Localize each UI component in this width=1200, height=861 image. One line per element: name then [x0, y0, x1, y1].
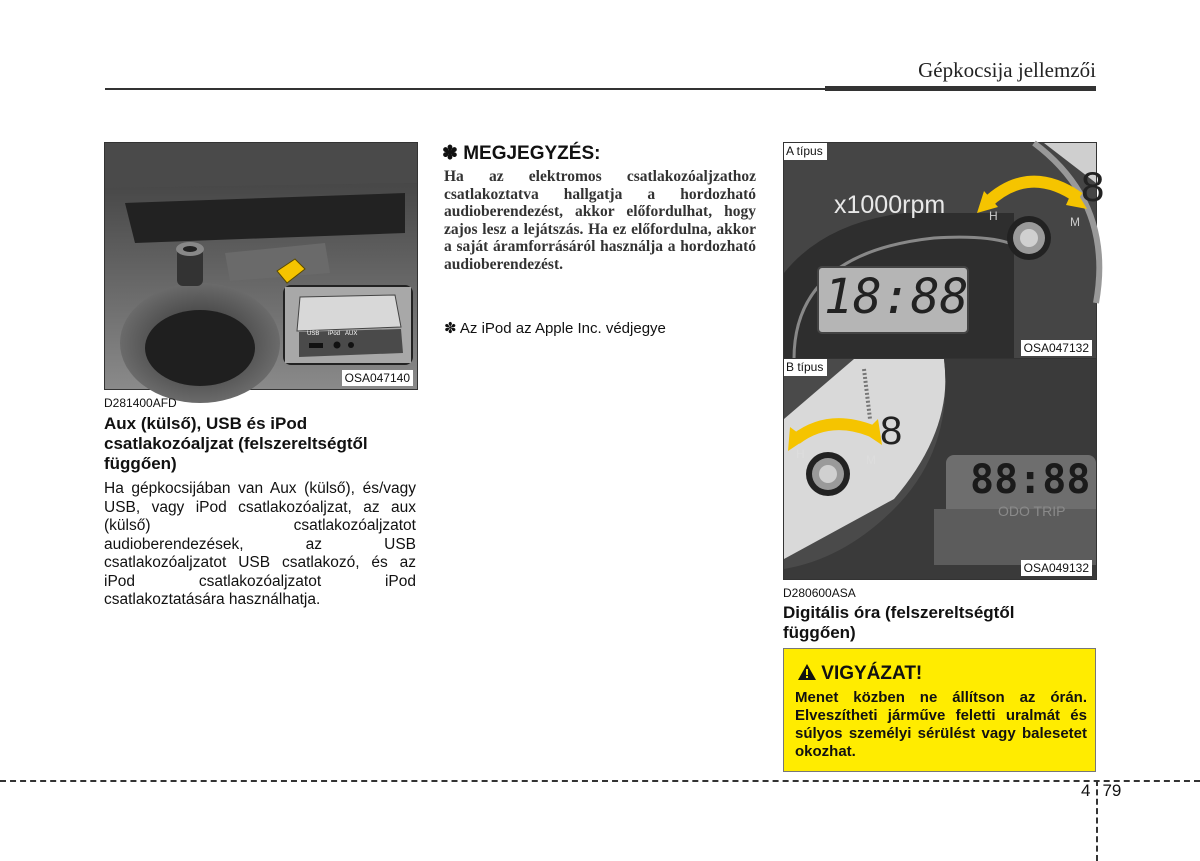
section-body: Ha gépkocsijában van Aux (külső), és/vagy USB, vagy iPod csatlakozóaljzat, az aux (külső) csatlakozóaljzatot audioberendezések, az USB csatlakozóaljzatot USB csatlakozó, és az iPod csatlakozóaljzatot iPod csatlakoztatására használhatja.	[104, 480, 416, 608]
caution-body: Menet közben ne állítson az órán. Elveszítheti járműve feletti uralmát és súlyos személyi sérülést vagy balesetet okozhat.	[795, 689, 1087, 760]
warning-icon	[798, 664, 816, 680]
trademark-note: ✽ Az iPod az Apple Inc. védjegye	[444, 320, 666, 337]
clock-type-b-photo	[783, 358, 1097, 580]
clock-section-code: D280600ASA	[783, 586, 856, 600]
image-reference-label-b: OSA049132	[1021, 560, 1092, 576]
header-rule-accent	[825, 86, 1096, 91]
type-b-label: B típus	[784, 359, 827, 376]
page-number	[1081, 781, 1121, 801]
image-reference-label: OSA047140	[342, 370, 413, 386]
tach-digit-b: 8	[880, 409, 903, 453]
minute-button-label-b: M	[866, 453, 876, 467]
clock-type-a-illustration	[784, 143, 1096, 359]
section-code: D281400AFD	[104, 396, 177, 410]
section-number: 4	[1081, 781, 1091, 800]
clock-display-a: 18:88	[824, 269, 969, 325]
tach-digit-a: 8	[1081, 163, 1105, 210]
clock-display-b: 88:88	[970, 457, 1091, 503]
rpm-label: x1000rpm	[834, 191, 946, 219]
hour-button-label-b: H	[796, 447, 805, 461]
hour-button-label-a: H	[989, 209, 998, 223]
footer-rule	[0, 780, 1200, 782]
ipod-port-label: iPod	[328, 331, 341, 337]
aux-port-label: AUX	[345, 331, 358, 337]
caution-title	[798, 663, 922, 685]
console-photo	[104, 142, 418, 390]
type-a-label: A típus	[784, 143, 827, 160]
clock-type-a-photo	[783, 142, 1105, 360]
usb-port-illustration	[285, 287, 411, 363]
page-number-value: 79	[1102, 781, 1122, 800]
note-body: Ha az elektromos csatlakozóaljzathoz csatlakoztatva hallgatja a hordozható audioberendezést, akkor előfordulhat, hogy zajos lesz a lejátszás. Ha ez előfordulna, akkor a saját áramforrásáról használja a hordozható audioberendezést.	[444, 168, 756, 273]
image-reference-label-a: OSA047132	[1021, 340, 1092, 356]
section-heading: Aux (külső), USB és iPod csatlakozóaljzat (felszereltségtől függően)	[104, 414, 368, 473]
running-header-title: Gépkocsija jellemzői	[918, 58, 1096, 82]
odo-trip-label: ODO TRIP	[998, 503, 1066, 519]
usb-port-label: USB	[307, 331, 320, 337]
caution-title-text: VIGYÁZAT!	[821, 663, 923, 684]
note-heading: ✽ MEGJEGYZÉS:	[442, 143, 601, 164]
minute-button-label-a: M	[1070, 215, 1080, 229]
usb-inset-photo	[283, 285, 413, 365]
clock-section-heading: Digitális óra (felszereltségtől függően)	[783, 603, 1015, 642]
caution-box	[783, 648, 1096, 772]
